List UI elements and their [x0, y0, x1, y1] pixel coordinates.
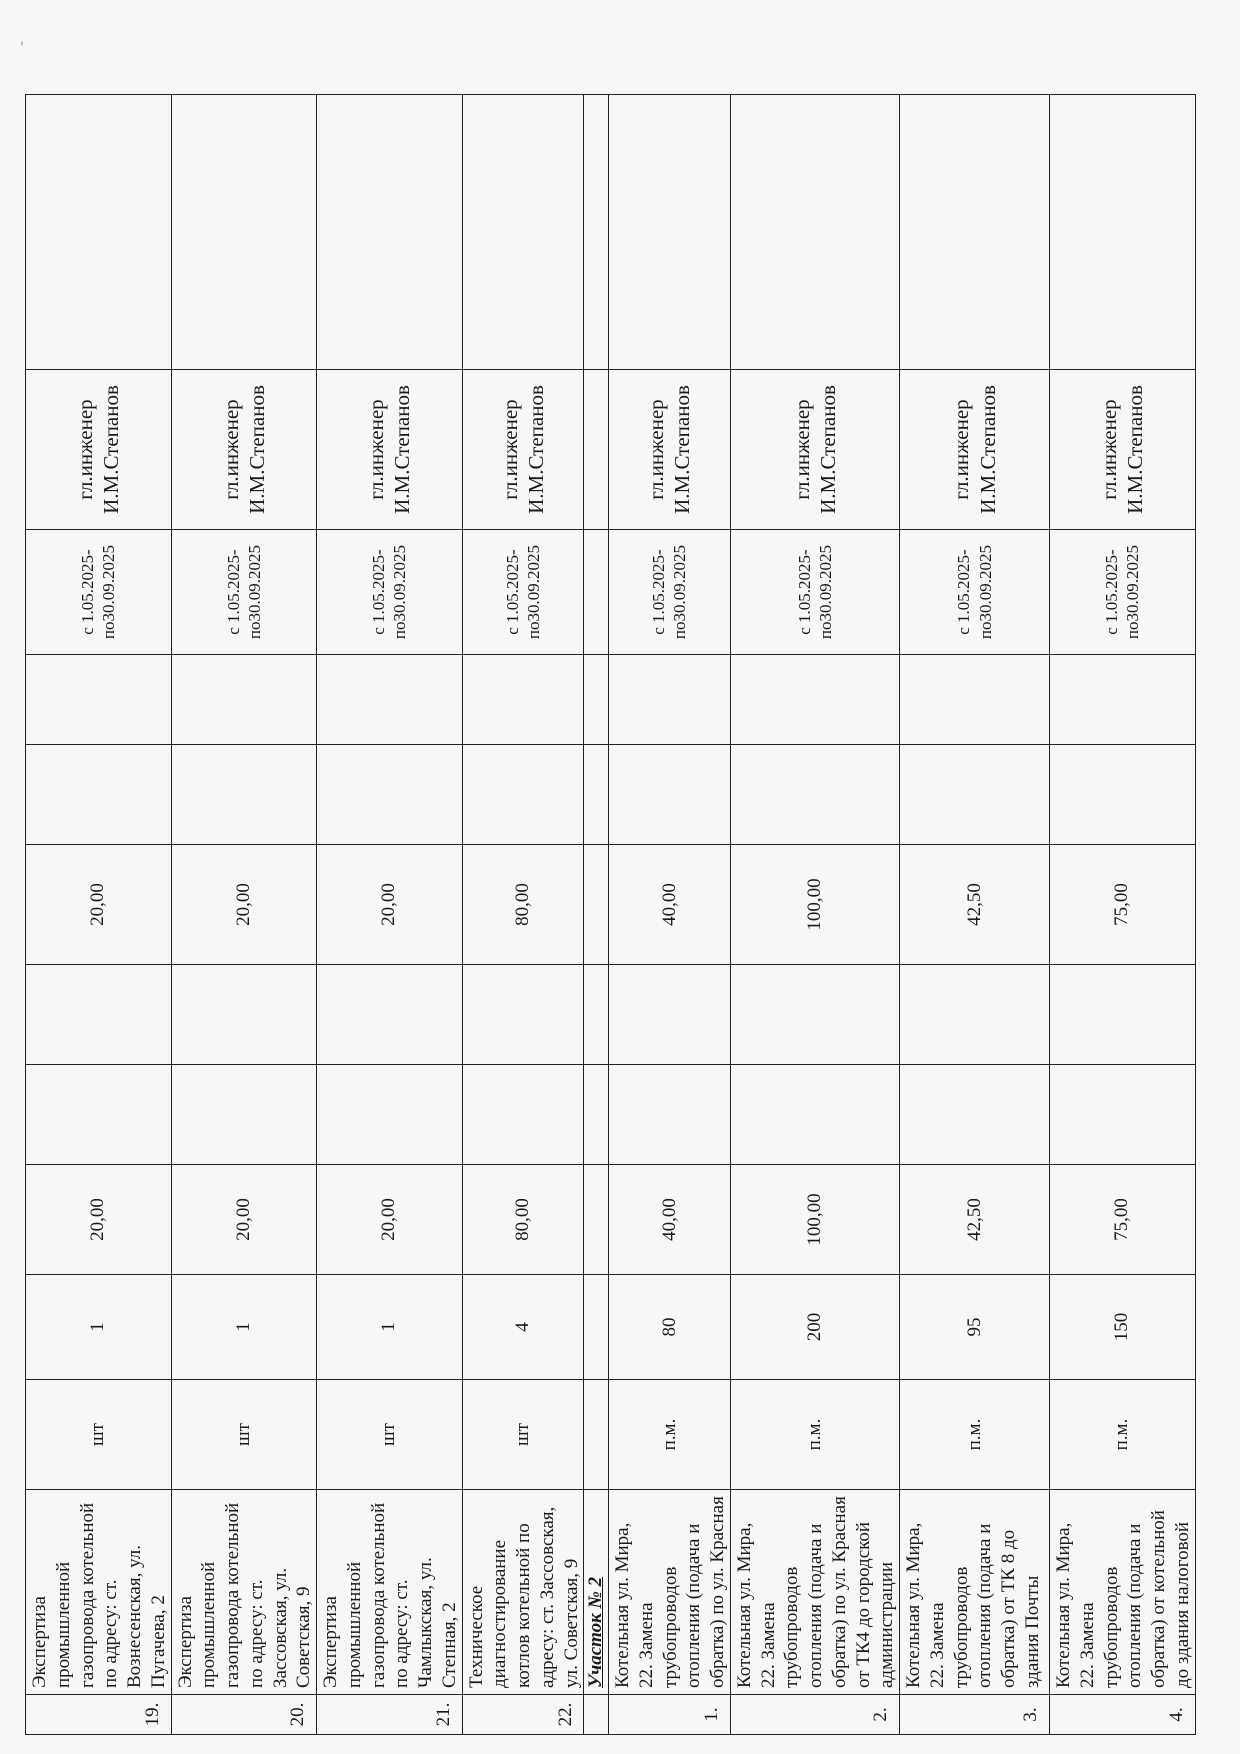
empty-cell	[171, 95, 317, 370]
row-number: 21.	[317, 1695, 463, 1735]
section-row	[584, 95, 609, 1735]
period-to: по30.09.2025	[244, 544, 264, 640]
period-cell	[171, 530, 317, 655]
amount-cell	[462, 745, 584, 845]
empty-cell	[584, 965, 609, 1065]
responsible-position: гл.инженер	[73, 399, 97, 500]
empty-cell	[26, 95, 172, 370]
row-number: 2.	[730, 1695, 899, 1735]
period-from: с 1.05.2025-	[78, 549, 97, 635]
amount-cell	[462, 1065, 584, 1165]
work-description: Экспертиза промышленной газопровода котельной по адресу: ст. Зассовская, ул. Советская, 9	[171, 1490, 317, 1695]
responsible-name: И.М.Степанов	[975, 385, 1000, 514]
empty-cell	[584, 1380, 609, 1490]
empty-cell	[584, 1165, 609, 1275]
empty-cell	[730, 95, 899, 370]
section-title: Участок № 2	[584, 1490, 609, 1695]
period-to: по30.09.2025	[670, 544, 690, 640]
amount-cell: 75,00	[1050, 1165, 1196, 1275]
amount-cell	[730, 655, 899, 745]
empty-cell	[900, 95, 1050, 370]
responsible-position: гл.инженер	[497, 399, 522, 500]
table-body	[26, 95, 1196, 1735]
responsible-name: И.М.Степанов	[670, 385, 695, 514]
responsible-cell	[171, 370, 317, 530]
empty-cell	[609, 95, 731, 370]
row-number: 1.	[609, 1695, 731, 1735]
amount-cell	[609, 655, 731, 745]
amount-cell	[900, 745, 1050, 845]
empty-cell	[584, 655, 609, 745]
period-from: с 1.05.2025-	[794, 549, 814, 635]
table-row	[609, 95, 731, 1735]
empty-cell	[584, 745, 609, 845]
period-cell	[1050, 530, 1196, 655]
amount-cell	[317, 745, 463, 845]
responsible-position: гл.инженер	[644, 399, 669, 500]
quantity-cell: 150	[1050, 1275, 1196, 1380]
amount-cell	[462, 965, 584, 1065]
amount-cell	[171, 965, 317, 1065]
quantity-cell: 1	[26, 1275, 172, 1380]
period-to: по30.09.2025	[815, 544, 835, 640]
period-cell	[609, 530, 731, 655]
quantity-cell: 80	[609, 1275, 731, 1380]
period-to: по30.09.2025	[1123, 544, 1143, 640]
work-description: Котельная ул. Мира, 22. Замена трубопроводов отопления (подача и обратка) от котельной до здания налоговой	[1050, 1490, 1196, 1695]
amount-cell	[1050, 965, 1196, 1065]
amount-cell	[730, 965, 899, 1065]
empty-cell	[584, 1695, 609, 1735]
amount-cell: 20,00	[317, 1165, 463, 1275]
row-number: 19.	[26, 1695, 172, 1735]
quantity-cell: 1	[317, 1275, 463, 1380]
amount-cell: 100,00	[730, 1165, 899, 1275]
amount-cell	[1050, 745, 1196, 845]
rotated-table-container	[25, 95, 1193, 1735]
responsible-name: И.М.Степанов	[1123, 385, 1148, 514]
amount-cell: 20,00	[317, 845, 463, 965]
responsible-name: И.М.Степанов	[523, 385, 548, 514]
row-number: 3.	[900, 1695, 1050, 1735]
period-from: с 1.05.2025-	[954, 549, 974, 635]
amount-cell	[730, 1065, 899, 1165]
responsible-cell	[1050, 370, 1196, 530]
amount-cell: 100,00	[730, 845, 899, 965]
amount-cell: 20,00	[171, 845, 317, 965]
responsible-position: гл.инженер	[1097, 399, 1121, 500]
amount-cell: 20,00	[26, 1165, 172, 1275]
amount-cell: 20,00	[171, 1165, 317, 1275]
works-table	[25, 94, 1196, 1735]
amount-cell	[317, 655, 463, 745]
period-from: с 1.05.2025-	[369, 549, 388, 635]
amount-cell: 40,00	[609, 845, 731, 965]
amount-cell: 75,00	[1050, 845, 1196, 965]
unit-cell: шт	[171, 1380, 317, 1490]
row-number: 20.	[171, 1695, 317, 1735]
table-row	[171, 95, 317, 1735]
work-description: Котельная ул. Мира, 22. Замена трубопроводов отопления (подача и обратка) по ул. Красная	[609, 1490, 731, 1695]
amount-cell	[26, 965, 172, 1065]
responsible-name: И.М.Степанов	[99, 385, 124, 514]
empty-cell	[1050, 95, 1196, 370]
empty-cell	[584, 1065, 609, 1165]
amount-cell	[317, 965, 463, 1065]
amount-cell	[171, 1065, 317, 1165]
amount-cell: 20,00	[26, 845, 172, 965]
period-to: по30.09.2025	[523, 544, 543, 640]
table-row	[730, 95, 899, 1735]
period-to: по30.09.2025	[99, 544, 119, 640]
responsible-cell	[317, 370, 463, 530]
unit-cell: п.м.	[730, 1380, 899, 1490]
amount-cell	[462, 655, 584, 745]
amount-cell: 40,00	[609, 1165, 731, 1275]
amount-cell: 80,00	[462, 1165, 584, 1275]
table-row	[900, 95, 1050, 1735]
quantity-cell: 200	[730, 1275, 899, 1380]
responsible-cell	[609, 370, 731, 530]
amount-cell: 42,50	[900, 1165, 1050, 1275]
amount-cell	[609, 745, 731, 845]
amount-cell	[900, 965, 1050, 1065]
amount-cell	[26, 1065, 172, 1165]
quantity-cell: 4	[462, 1275, 584, 1380]
empty-cell	[584, 95, 609, 370]
responsible-cell	[26, 370, 172, 530]
responsible-position: гл.инженер	[789, 399, 814, 500]
amount-cell	[317, 1065, 463, 1165]
empty-cell	[584, 530, 609, 655]
empty-cell	[462, 95, 584, 370]
table-row	[26, 95, 172, 1735]
responsible-position: гл.инженер	[949, 399, 974, 500]
responsible-position: гл.инженер	[218, 399, 243, 500]
amount-cell	[1050, 655, 1196, 745]
unit-cell: п.м.	[900, 1380, 1050, 1490]
amount-cell	[609, 965, 731, 1065]
scan-speck: '	[20, 40, 24, 56]
empty-cell	[584, 1275, 609, 1380]
period-from: с 1.05.2025-	[1102, 549, 1121, 635]
unit-cell: шт	[462, 1380, 584, 1490]
period-from: с 1.05.2025-	[649, 549, 669, 635]
quantity-cell: 95	[900, 1275, 1050, 1380]
period-from: с 1.05.2025-	[223, 549, 243, 635]
work-description: Котельная ул. Мира, 22. Замена трубопроводов отопления (подача и обратка) от ТК 8 до здания Почты	[900, 1490, 1050, 1695]
table-row	[1050, 95, 1196, 1735]
period-cell	[317, 530, 463, 655]
period-cell	[462, 530, 584, 655]
work-description: Экспертиза промышленной газопровода котельной по адресу: ст. Чамлыкская, ул. Степная, 2	[317, 1490, 463, 1695]
work-description: Экспертиза промышленной газопровода котельной по адресу: ст. Вознесенская, ул. Пугачева, 2	[26, 1490, 172, 1695]
unit-cell: п.м.	[1050, 1380, 1196, 1490]
period-from: с 1.05.2025-	[502, 549, 522, 635]
responsible-cell	[462, 370, 584, 530]
responsible-name: И.М.Степанов	[815, 385, 840, 514]
table-row	[317, 95, 463, 1735]
empty-cell	[584, 370, 609, 530]
quantity-cell: 1	[171, 1275, 317, 1380]
empty-cell	[584, 845, 609, 965]
amount-cell: 80,00	[462, 845, 584, 965]
amount-cell	[26, 655, 172, 745]
period-cell	[900, 530, 1050, 655]
period-cell	[26, 530, 172, 655]
period-to: по30.09.2025	[975, 544, 995, 640]
amount-cell	[609, 1065, 731, 1165]
period-cell	[730, 530, 899, 655]
amount-cell	[730, 745, 899, 845]
work-description: Техническое диагностирование котлов котельной по адресу: ст. Зассовская, ул. Советская, 9	[462, 1490, 584, 1695]
responsible-name: И.М.Степанов	[390, 385, 415, 514]
responsible-cell	[730, 370, 899, 530]
period-to: по30.09.2025	[390, 544, 410, 640]
amount-cell	[900, 655, 1050, 745]
unit-cell: шт	[317, 1380, 463, 1490]
amount-cell	[900, 1065, 1050, 1165]
amount-cell	[1050, 1065, 1196, 1165]
empty-cell	[317, 95, 463, 370]
work-description: Котельная ул. Мира, 22. Замена трубопроводов отопления (подача и обратка) по ул. Красная от ТК4 до городской администрации	[730, 1490, 899, 1695]
unit-cell: п.м.	[609, 1380, 731, 1490]
amount-cell	[171, 745, 317, 845]
row-number: 22.	[462, 1695, 584, 1735]
responsible-position: гл.инженер	[364, 399, 388, 500]
amount-cell	[26, 745, 172, 845]
amount-cell: 42,50	[900, 845, 1050, 965]
amount-cell	[171, 655, 317, 745]
responsible-name: И.М.Степанов	[244, 385, 269, 514]
table-row	[462, 95, 584, 1735]
row-number: 4.	[1050, 1695, 1196, 1735]
responsible-cell	[900, 370, 1050, 530]
unit-cell: шт	[26, 1380, 172, 1490]
